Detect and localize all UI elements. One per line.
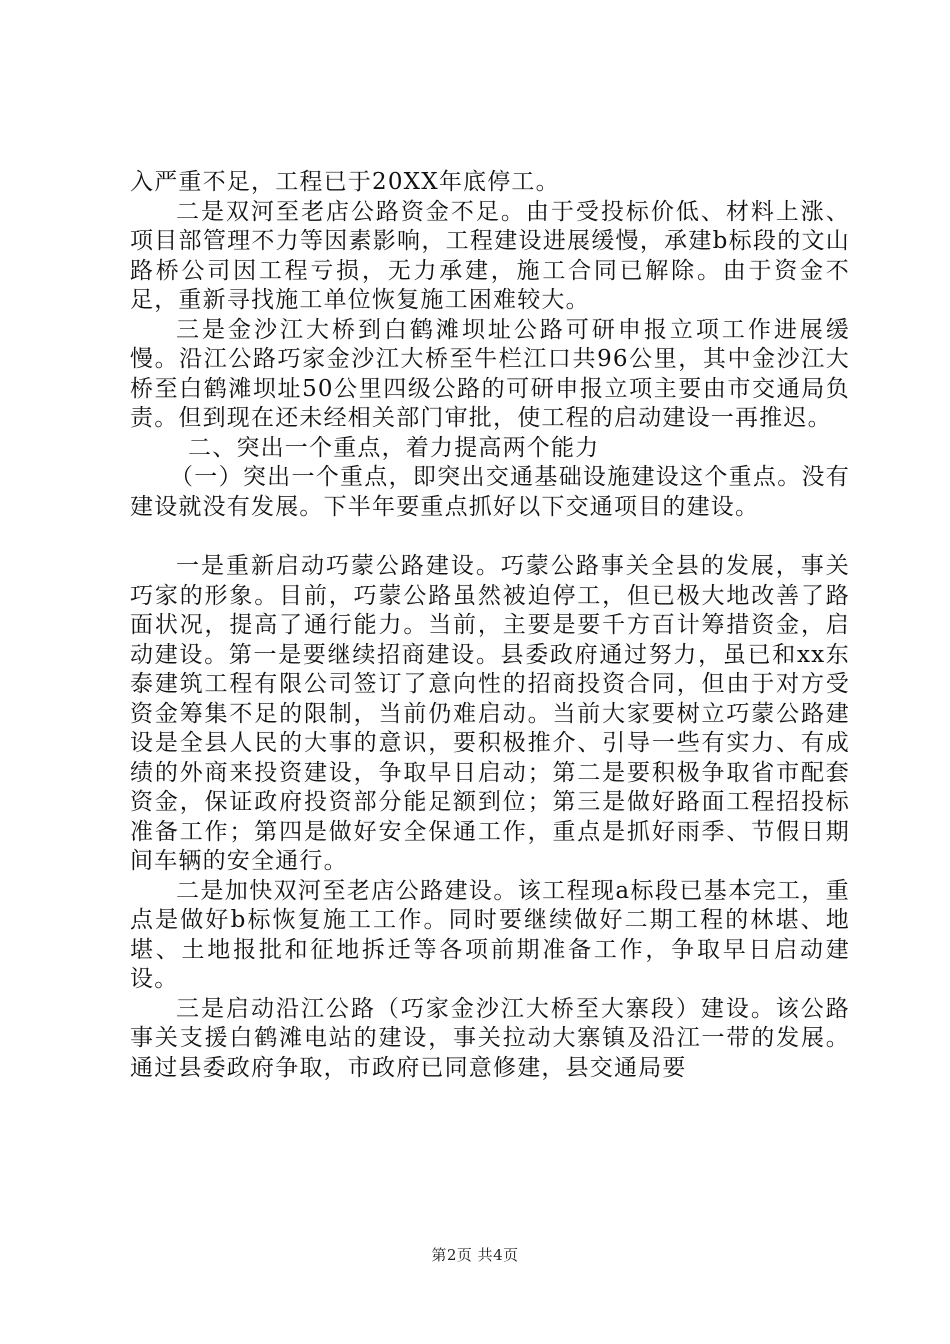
document-body xyxy=(130,168,850,1083)
page-footer: 第2页 共4页 xyxy=(431,1246,519,1264)
paragraph-qiaomeng-road: 一是重新启动巧蒙公路建设。巧蒙公路事关全县的发展，事关巧家的形象。目前，巧蒙公路虽然被迫停工，但已极大地改善了路面状况，提高了通行能力。当前，主要是要千方百计筹措资金，启动建设。第一是要继续招商建设。县委政府通过努力，虽已和xx东泰建筑工程有限公司签订了意向性的招商投资合同，但由于对方受资金筹集不足的限制，当前仍难启动。当前大家要树立巧蒙公路建设是全县人民的大事的意识，要积极推介、引导一些有实力、有成绩的外商来投资建设，争取早日启动；第二是要积极争取省市配套资金，保证政府投资部分能足额到位；第三是做好路面工程招投标准备工作；第四是做好安全保通工作，重点是抓好雨季、节假日期间车辆的安全通行。 xyxy=(130,553,850,874)
subsection-heading: （一）突出一个重点，即突出交通基础设施建设这个重点。没有建设就没有发展。下半年要重点抓好以下交通项目的建设。 xyxy=(130,464,850,520)
paragraph-shuanghe-road: 二是加快双河至老店公路建设。该工程现a标段已基本完工，重点是做好b标恢复施工工作。同时要继续做好二期工程的林堪、地堪、土地报批和征地拆迁等各项前期准备工作，争取早日启动建设。 xyxy=(130,877,850,992)
section-heading: 二、突出一个重点，着力提高两个能力 xyxy=(188,434,600,461)
paragraph-yanjiang-road: 三是启动沿江公路（巧家金沙江大桥至大寨段）建设。该公路事关支援白鹤滩电站的建设，事关拉动大寨镇及沿江一带的发展。通过县委政府争取，市政府已同意修建，县交通局要 xyxy=(130,995,850,1081)
paragraph-shuanghe-funding: 二是双河至老店公路资金不足。由于受投标价低、材料上涨、项目部管理不力等因素影响，工程建设进展缓慢，承建b标段的文山路桥公司因工程亏损，无力承建，施工合同已解除。由于资金不足，重新寻找施工单位恢复施工困难较大。 xyxy=(130,198,850,313)
paragraph-jinshajiang-bridge: 三是金沙江大桥到白鹤滩坝址公路可研申报立项工作进展缓慢。沿江公路巧家金沙江大桥至牛栏江口共96公里，其中金沙江大桥至白鹤滩坝址50公里四级公路的可研申报立项主要由市交通局负责。但到现在还未经相关部门审批，使工程的启动建设一再推迟。 xyxy=(130,316,850,431)
paragraph-gap xyxy=(130,522,850,552)
paragraph-continuation: 入严重不足，工程已于20XX年底停工。 xyxy=(130,169,560,195)
